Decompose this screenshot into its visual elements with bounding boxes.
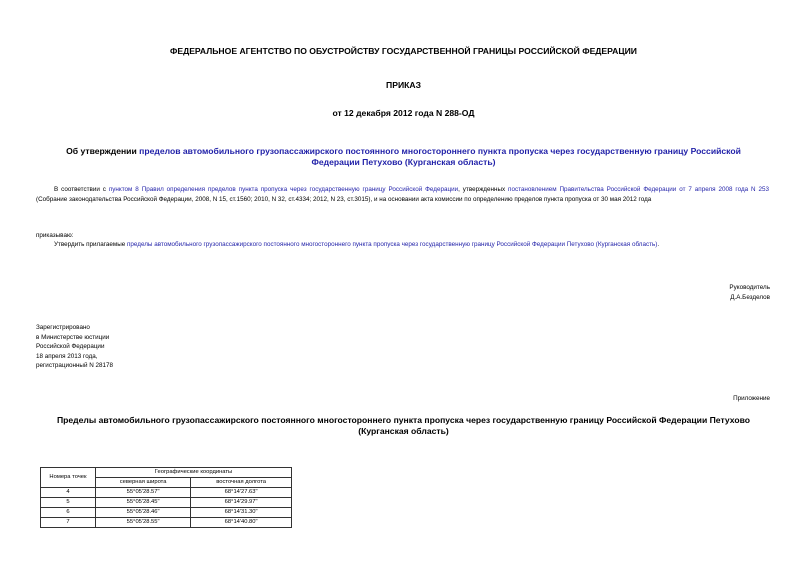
latitude-cell: 55°05'28.45" (96, 498, 191, 508)
latitude-cell: 55°05'28.57" (96, 488, 191, 498)
longitude-cell: 68°14'40.80" (191, 518, 292, 528)
latitude-cell: 55°05'28.46" (96, 508, 191, 518)
limits-link[interactable]: пределы автомобильного грузопассажирского постоянного многостороннего пункта пропуска через государственную границу Российской Федерации Петухово (Курганская область) (127, 241, 658, 248)
registration-line: 18 апреля 2013 года, (36, 352, 98, 360)
table-row (41, 498, 292, 508)
longitude-cell: 68°14'31.30" (191, 508, 292, 518)
approval-text-1: Утвердить прилагаемые (54, 241, 127, 248)
approval-paragraph (54, 240, 769, 250)
point-number: 4 (41, 488, 96, 498)
preamble-text-1: В соответствии с (54, 186, 109, 193)
appendix-title: Пределы автомобильного грузопассажирского постоянного многостороннего пункта пропуска через государственную границу Российской Федерации Петухово (Курганская область) (56, 415, 751, 436)
longitude-cell: 68°14'29.97" (191, 498, 292, 508)
table-row (41, 508, 292, 518)
signature-block (729, 283, 770, 302)
longitude-cell: 68°14'27.63" (191, 488, 292, 498)
table-row (41, 518, 292, 528)
signature-role: Руководитель (729, 284, 770, 291)
registration-block (36, 323, 113, 371)
point-number: 5 (41, 498, 96, 508)
header-north-latitude: северная широта (96, 478, 191, 488)
preamble-text-3: (Собрание законодательства Российской Федерации, 2008, N 15, ст.1560; 2010, N 32, ст.4334; 2012, N 23, ст.3015), и на основании акта комиссии по определению пределов пункта пропуска от 30 мая 2012 года (36, 196, 652, 203)
registration-line: Зарегистрировано (36, 324, 90, 331)
agency-header: ФЕДЕРАЛЬНОЕ АГЕНТСТВО ПО ОБУСТРОЙСТВУ ГОСУДАРСТВЕННОЙ ГРАНИЦЫ РОССИЙСКОЙ ФЕДЕРАЦИИ (170, 46, 637, 56)
document-date: от 12 декабря 2012 года N 288-ОД (332, 108, 475, 118)
header-geo-coordinates: Географические координаты (96, 468, 292, 478)
registration-line: Российской Федерации (36, 343, 105, 351)
header-point-numbers: Номера точек (41, 468, 96, 488)
appendix-label: Приложение (733, 395, 770, 402)
preamble-paragraph (36, 185, 769, 205)
registration-line: регистрационный N 28178 (36, 362, 114, 370)
point-number: 7 (41, 518, 96, 528)
title-link[interactable]: пределов автомобильного грузопассажирского постоянного многостороннего пункта пропуска через государственную границу Российской Федерации Петухово (Курганская область) (139, 146, 741, 167)
rules-link[interactable]: пунктом 8 Правил определения пределов пункта пропуска через государственную границу Российской Федерации (108, 186, 459, 193)
document-title (50, 146, 757, 168)
government-decree-link[interactable]: постановлением Правительства Российской Федерации от 7 апреля 2008 года N 253 (508, 186, 769, 193)
table-header-row (41, 468, 292, 478)
point-number: 6 (41, 508, 96, 518)
header-east-longitude: восточная долгота (191, 478, 292, 488)
preamble-text-2: , утвержденных (458, 186, 509, 193)
latitude-cell: 55°05'28.55" (96, 518, 191, 528)
signature-name: Д.А.Безделов (730, 293, 770, 301)
approval-text-2: . (657, 241, 660, 248)
table-row (41, 488, 292, 498)
document-type: ПРИКАЗ (386, 80, 421, 90)
title-prefix: Об утверждении (66, 146, 140, 156)
registration-line: в Министерстве юстиции (36, 333, 110, 341)
coordinates-table (40, 467, 292, 528)
order-word: приказываю: (36, 232, 74, 239)
